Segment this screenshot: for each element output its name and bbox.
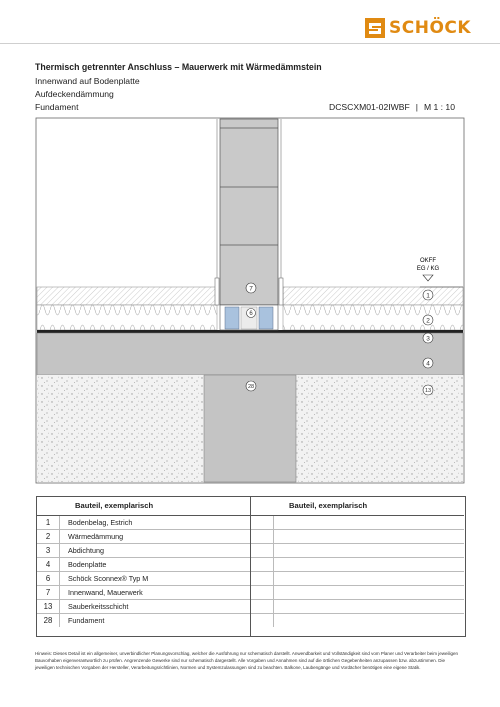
table-row: 6 Schöck Sconnex® Typ M bbox=[37, 572, 250, 586]
disclaimer-note: Hinweis: Dieses Detail ist ein allgemeiner, unverbindlicher Planungsvorschlag, welcher die Ausführung nur schematisch darstellt. Anwendbarkeit und Vollständigkeit sind vom Planer und Verarbeiter beim jeweiligen Bauvorhaben eigenverantwortlich zu prüfen. Angrenzende Gewerke sind nur schematisch dargestellt. Alle Vorgaben und Annahmen sind auf die örtlichen Gegebenheiten anzupassen bzw. abzustimmen. Die jeweiligen technischen Vorgaben der Hersteller, Verarbeitungsrichtlinien, Normen und Systemzulassungen sind zu beachten. Balkone, Laubengänge und Vordächer benötigen eine eigene Statik. bbox=[35, 651, 458, 670]
subtitle-line-2: Aufdeckendämmung bbox=[35, 89, 114, 99]
callout-28: 28 bbox=[247, 384, 255, 391]
table-row: 1 Bodenbelag, Estrich bbox=[37, 516, 250, 530]
brand-name: SCHÖCK bbox=[389, 18, 472, 38]
table-row-empty bbox=[251, 558, 464, 572]
callout-13: 13 bbox=[424, 388, 432, 395]
component-table-left bbox=[37, 497, 251, 636]
table-row: 13 Sauberkeitsschicht bbox=[37, 600, 250, 614]
table-row-empty bbox=[251, 600, 464, 614]
table-row-empty bbox=[251, 530, 464, 544]
table-row-empty bbox=[251, 614, 464, 627]
table-row: 7 Innenwand, Mauerwerk bbox=[37, 586, 250, 600]
callout-6: 6 bbox=[249, 311, 253, 318]
callout-3: 3 bbox=[426, 335, 430, 343]
table-row: 3 Abdichtung bbox=[37, 544, 250, 558]
table-header: Bauteil, exemplarisch bbox=[37, 497, 250, 516]
callout-7: 7 bbox=[249, 285, 253, 293]
drawing-code: DCSCXM01-02IWBF bbox=[329, 102, 410, 112]
table-row-empty bbox=[251, 516, 464, 530]
drawing-scale: M 1 : 10 bbox=[423, 102, 455, 112]
separator: | bbox=[415, 102, 418, 112]
component-table bbox=[36, 496, 466, 637]
eg-kg-label: EG / KG bbox=[416, 266, 440, 272]
component-table-right bbox=[251, 497, 464, 636]
callout-2: 2 bbox=[426, 317, 430, 325]
callout-1: 1 bbox=[426, 292, 430, 300]
document-title: Thermisch getrennter Anschluss – Mauerwerk mit Wärmedämmstein bbox=[35, 62, 322, 72]
table-header: Bauteil, exemplarisch bbox=[251, 497, 464, 516]
callout-4: 4 bbox=[426, 360, 430, 368]
okff-label: OKFF bbox=[420, 258, 436, 264]
table-row-empty bbox=[251, 586, 464, 600]
subtitle-line-1: Innenwand auf Bodenplatte bbox=[35, 76, 140, 86]
table-row: 28 Fundament bbox=[37, 614, 250, 627]
table-row: 2 Wärmedämmung bbox=[37, 530, 250, 544]
table-row-empty bbox=[251, 544, 464, 558]
subtitle-line-3: Fundament bbox=[35, 102, 79, 112]
table-row-empty bbox=[251, 572, 464, 586]
table-row: 4 Bodenplatte bbox=[37, 558, 250, 572]
